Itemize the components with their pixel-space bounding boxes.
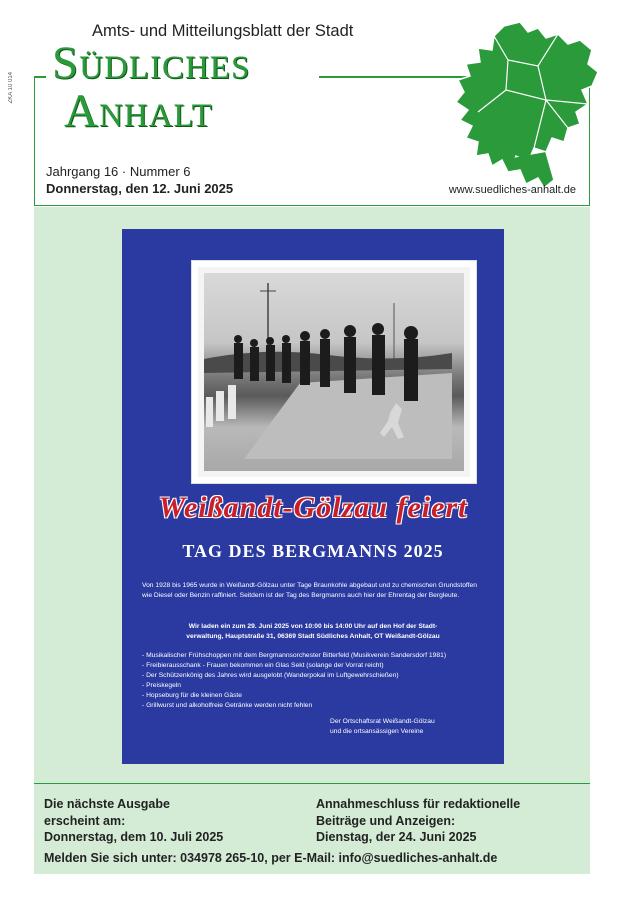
program-item: - Musikalischer Frühschoppen mit dem Bergmannsorchester Bitterfeld (Musikverein Sandersdorf 1981) <box>142 652 447 659</box>
next-issue-date: Donnerstag, dem 10. Juli 2025 <box>44 830 224 844</box>
masthead-title-line2: Anhalt <box>64 85 213 137</box>
deadline-label: Beiträge und Anzeigen: <box>316 813 456 828</box>
masthead-title-line1: Südliches <box>52 37 251 89</box>
issue-date: Donnerstag, den 12. Juni 2025 <box>46 181 234 196</box>
website-url: www.suedliches-anhalt.de <box>448 184 576 196</box>
signature-line: Der Ortschaftsrat Weißandt-Gölzau <box>330 718 435 725</box>
program-item: - Preiskegeln <box>142 682 182 690</box>
next-issue-label: Die nächste Ausgabe <box>44 797 170 811</box>
masthead-subtitle: Amts- und Mitteilungsblatt der Stadt <box>92 22 354 40</box>
poster-signature <box>330 717 435 737</box>
signature-line: und die ortsansässigen Vereine <box>330 728 424 736</box>
print-code: ZKA 10 014 <box>8 72 14 104</box>
next-issue-label: erscheint am: <box>44 813 126 828</box>
invitation-line: Wir laden ein zum 29. Juni 2025 von 10:00 bis 14:00 Uhr auf den Hof der Stadt- <box>188 623 438 630</box>
program-list <box>142 651 484 711</box>
deadline-label: Annahmeschluss für redaktionelle <box>316 797 521 811</box>
deadline-info <box>316 796 520 846</box>
next-issue-info <box>44 796 223 846</box>
deadline-date: Dienstag, der 24. Juni 2025 <box>316 830 477 844</box>
program-item: - Grillwurst und alkoholfreie Getränke werden nicht fehlen <box>142 702 313 710</box>
masthead-rule-left <box>34 76 46 78</box>
historic-photo <box>192 261 476 483</box>
cover-area <box>34 207 590 784</box>
poster-headline-script: Weißandt-Gölzau feiert <box>158 491 468 524</box>
masthead <box>34 12 590 207</box>
footer-info <box>34 784 590 874</box>
parade-photo-image <box>204 273 464 471</box>
contact-line: Melden Sie sich unter: 034978 265-10, per E-Mail: info@suedliches-anhalt.de <box>44 851 498 865</box>
poster-intro-text: Von 1928 bis 1965 wurde in Weißandt-Gölzau unter Tage Braunkohle abgebaut und zu chemischen Grundstoffen wie Diesel oder Benzin raffiniert. Seitdem ist der Tag des Bergmanns auch hier der Ehrentag der Bergleute. <box>142 582 477 600</box>
program-item: - Freibierausschank - Frauen bekommen ein Glas Sekt (solange der Vorrat reicht) <box>142 662 384 670</box>
program-item: - Hopseburg für die kleinen Gäste <box>142 692 242 700</box>
invitation-line: verwaltung, Hauptstraße 31, 06369 Stadt Südliches Anhalt, OT Weißandt-Gölzau <box>186 633 440 641</box>
issue-number: Jahrgang 16 · Nummer 6 <box>46 164 191 179</box>
poster-headline: TAG DES BERGMANNS 2025 <box>182 541 444 561</box>
poster-invitation <box>142 622 484 642</box>
program-item: - Der Schützenkönig des Jahres wird ausgelobt (Wanderpokal im Luftgewehrschießen) <box>142 672 399 680</box>
miners-parade-illustration <box>204 273 452 459</box>
municipality-map-icon <box>442 20 602 190</box>
event-poster <box>122 229 504 764</box>
